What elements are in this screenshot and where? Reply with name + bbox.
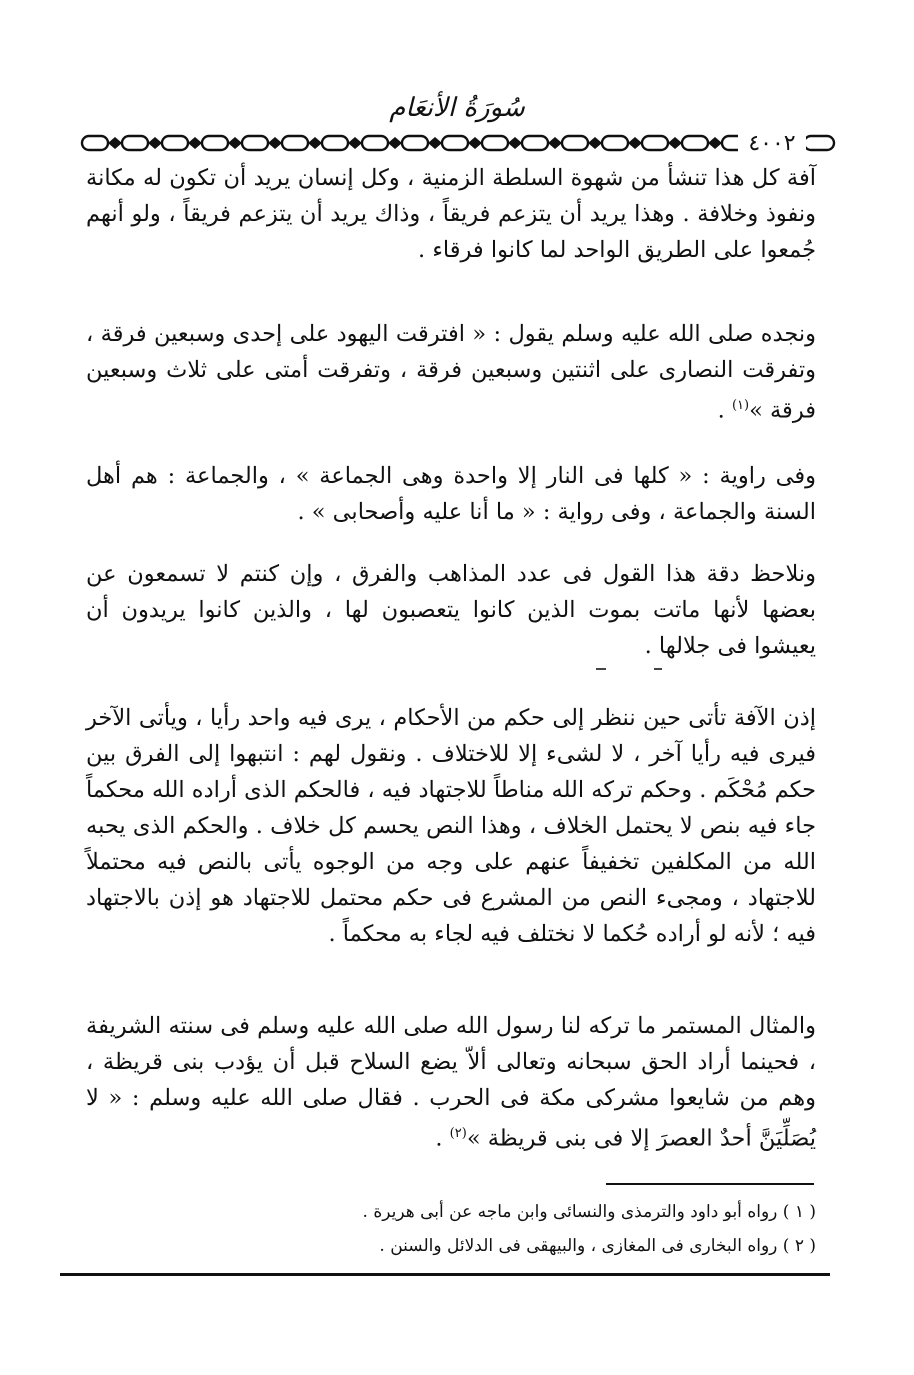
chain-link: [804, 136, 834, 150]
chain-link: [602, 136, 628, 150]
chain-diamond: [588, 137, 602, 149]
chain-diamond: [668, 137, 682, 149]
chain-link: [322, 136, 348, 150]
chain-diamond: [548, 137, 562, 149]
chain-diamond: [148, 137, 162, 149]
chain-diamond: [708, 137, 722, 149]
chain-diamond: [388, 137, 402, 149]
footnote-separator: [606, 1183, 814, 1185]
chain-link: [482, 136, 508, 150]
print-speck: [596, 668, 606, 670]
chain-link: [82, 136, 108, 150]
paragraph-6-text: والمثال المستمر ما تركه لنا رسول الله صلى الله عليه وسلم فى سنته الشريفة ، فحينما أراد الحق سبحانه وتعالى ألاّ يضع السلاح قبل أن يؤدب بنى قريظة ، وهم من شايعوا مشركى مكة فى الحرب . فقال صلى الله عليه وسلم : « لا يُصَلِّيَنَّ أحدٌ العصرَ إلا فى بنى قريظة »: [86, 1013, 816, 1152]
footnote-2: ( ٢ ) رواه البخارى فى المغازى ، والبيهقى فى الدلائل والسنن .: [379, 1236, 816, 1256]
paragraph-6: [86, 1008, 816, 1157]
chain-link: [562, 136, 588, 150]
chain-diamond: [348, 137, 362, 149]
chain-diamond: [268, 137, 282, 149]
paragraph-2: [86, 316, 816, 429]
footnote-ref-1[interactable]: (١): [731, 398, 750, 413]
paragraph-2-text: ونجده صلى الله عليه وسلم يقول : « افترقت اليهود على إحدى وسبعين فرقة ، وتفرقت النصارى على اثنتين وسبعين فرقة ، وتفرقت أمتى على ثلاث وسبعين فرقة »: [86, 321, 816, 424]
surah-title: سُورَةُ الأنعَام: [389, 93, 525, 123]
paragraph-2-tail: .: [717, 397, 732, 424]
chain-diamond: [508, 137, 522, 149]
chain-link: [402, 136, 428, 150]
paragraph-4: ونلاحظ دقة هذا القول فى عدد المذاهب والفرق ، وإن كنتم لا تسمعون عن بعضها لأنها ماتت بموت الذين كانوا يتعصبون لها ، والذين كانوا يريدون أن يعيشوا فى جلالها .: [86, 561, 816, 659]
chain-link: [442, 136, 468, 150]
chain-link: [122, 136, 148, 150]
chain-diamond: [308, 137, 322, 149]
chain-diamond: [188, 137, 202, 149]
paragraph-6-tail: .: [435, 1125, 450, 1152]
chain-link: [282, 136, 308, 150]
chain-link: [642, 136, 668, 150]
chain-diamond: [468, 137, 482, 149]
chain-diamond: [628, 137, 642, 149]
chain-link: [682, 136, 708, 150]
chain-link: [362, 136, 388, 150]
footnote-ref-2[interactable]: (٢): [449, 1126, 467, 1141]
page-number: ٤٠٠٢: [738, 131, 806, 157]
chain-link: [202, 136, 228, 150]
chain-diamond: [428, 137, 442, 149]
chain-diamond: [228, 137, 242, 149]
footnote-1: ( ١ ) رواه أبو داود والترمذى والنسائى وابن ماجه عن أبى هريرة .: [362, 1202, 816, 1222]
paragraph-5: إذن الآفة تأتى حين ننظر إلى حكم من الأحكام ، يرى فيه واحد رأيا ، ويأتى الآخر فيرى فيه رأيا آخر ، لا لشىء إلا للاختلاف . ونقول لهم : انتبهوا إلى الفرق بين حكم مُحْكَم . وحكم تركه الله مناطاً للاجتهاد فيه ، فالحكم الذى أراده الله محكماً جاء فيه بنص لا يحتمل الخلاف ، وهذا النص يحسم كل خلاف . والحكم الذى يحبه الله من المكلفين تخفيفاً عنهم على وجه من الوجوه يأتى بالنص فيه محتملاً للاجتهاد ، ومجىء النص من المشرع فى حكم محتمل للاجتهاد هو إذن بالاجتهاد فيه ؛ لأنه لو أراده حُكما لا نختلف فيه لجاء به محكماً .: [86, 705, 816, 947]
ornamental-header-band: [78, 128, 840, 158]
print-speck: [654, 668, 662, 670]
chain-ornament: [78, 128, 840, 158]
chain-link: [162, 136, 188, 150]
chain-diamond: [108, 137, 122, 149]
paragraph-3: وفى راوية : « كلها فى النار إلا واحدة وهى الجماعة » ، والجماعة : هم أهل السنة والجماعة ، وفى رواية : « ما أنا عليه وأصحابى » .: [86, 463, 816, 525]
paragraph-1: آفة كل هذا تنشأ من شهوة السلطة الزمنية ، وكل إنسان يريد أن تكون له مكانة ونفوذ وخلافة . وهذا يريد أن يتزعم فريقاً ، وذاك يريد أن يتزعم فريقاً ، ولو أنهم جُمعوا على الطريق الواحد لما كانوا فرقاء .: [86, 165, 816, 263]
chain-link: [242, 136, 268, 150]
bottom-rule: [60, 1273, 830, 1276]
chain-link: [522, 136, 548, 150]
